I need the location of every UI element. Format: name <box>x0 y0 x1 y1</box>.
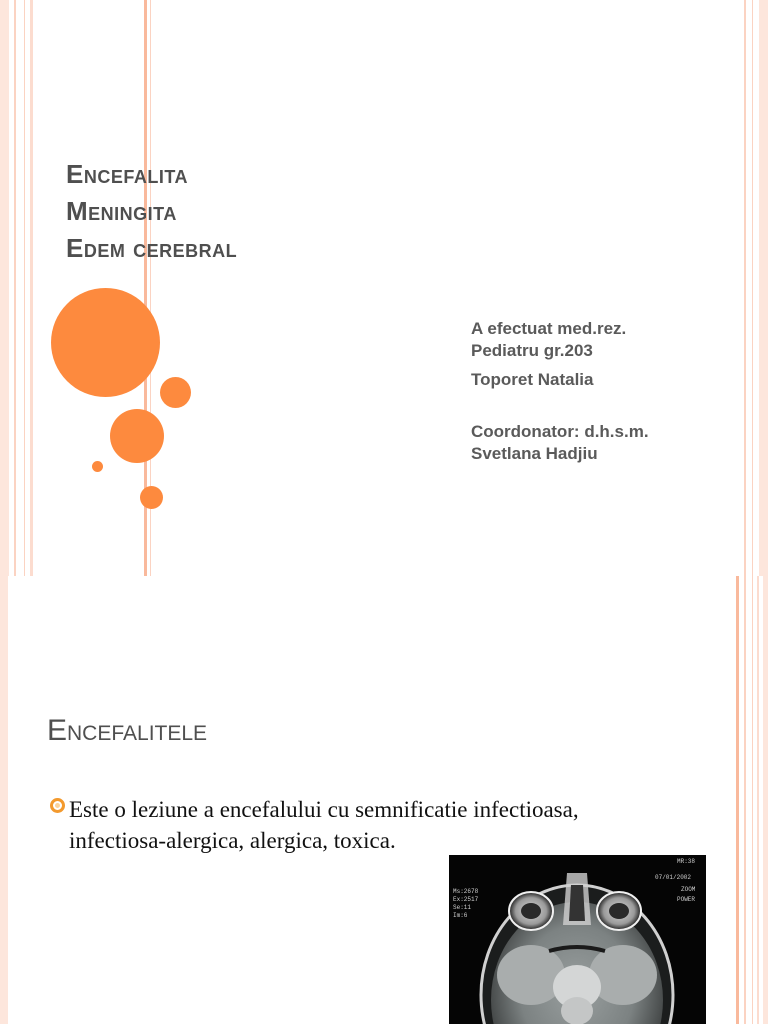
right-border-band <box>763 576 768 1024</box>
decor-stripe <box>30 0 33 576</box>
right-border-band <box>759 0 768 576</box>
decor-circle-tiny <box>92 461 103 472</box>
title-line-edem-cerebral: Edem cerebral <box>66 233 238 263</box>
decor-stripe <box>757 576 759 1024</box>
bullet-line-2: infectiosa-alergica, alergica, toxica. <box>69 828 396 853</box>
decor-stripe <box>24 0 25 576</box>
svg-text:POWER: POWER <box>677 896 696 903</box>
bullet-text <box>69 794 689 856</box>
svg-text:Ms:2678: Ms:2678 <box>453 888 479 895</box>
decor-stripe <box>744 0 746 576</box>
left-border-band <box>0 0 9 576</box>
author-role: A efectuat med.rez. <box>471 319 627 338</box>
decor-stripe <box>736 576 739 1024</box>
svg-text:Ex:2517: Ex:2517 <box>453 896 479 903</box>
coordinator-name: Svetlana Hadjiu <box>471 444 598 463</box>
decor-circle-small <box>140 486 163 509</box>
author-name: Toporet Natalia <box>471 370 594 389</box>
svg-text:MR:38: MR:38 <box>677 858 696 865</box>
author-info <box>471 318 649 465</box>
svg-text:ZOOM: ZOOM <box>681 886 696 893</box>
decor-stripe <box>14 0 16 576</box>
decor-stripe <box>752 0 753 576</box>
svg-text:07/01/2002: 07/01/2002 <box>655 874 692 881</box>
coordinator-role: Coordonator: d.h.s.m. <box>471 422 649 441</box>
decor-circle-large <box>51 288 160 397</box>
bullet-icon <box>50 798 65 813</box>
decor-stripe <box>744 576 746 1024</box>
decor-circle-medium <box>110 409 164 463</box>
bullet-line-1: Este o leziune a encefalului cu semnificatie infectioasa, <box>69 797 579 822</box>
left-border-band <box>0 576 8 1024</box>
svg-text:Im:6: Im:6 <box>453 912 468 919</box>
author-group: Pediatru gr.203 <box>471 341 593 360</box>
slide-title <box>66 156 237 267</box>
brain-mri-icon <box>449 855 706 1024</box>
svg-text:Se:11: Se:11 <box>453 904 472 911</box>
title-line-encefalita: Encefalita <box>66 159 189 189</box>
title-line-meningita: Meningita <box>66 196 177 226</box>
decor-stripe <box>752 576 753 1024</box>
slide-2 <box>0 576 768 1024</box>
decor-circle-small <box>160 377 191 408</box>
slide-title: Encefalitele <box>47 714 208 747</box>
brain-mri-image <box>449 855 706 1024</box>
